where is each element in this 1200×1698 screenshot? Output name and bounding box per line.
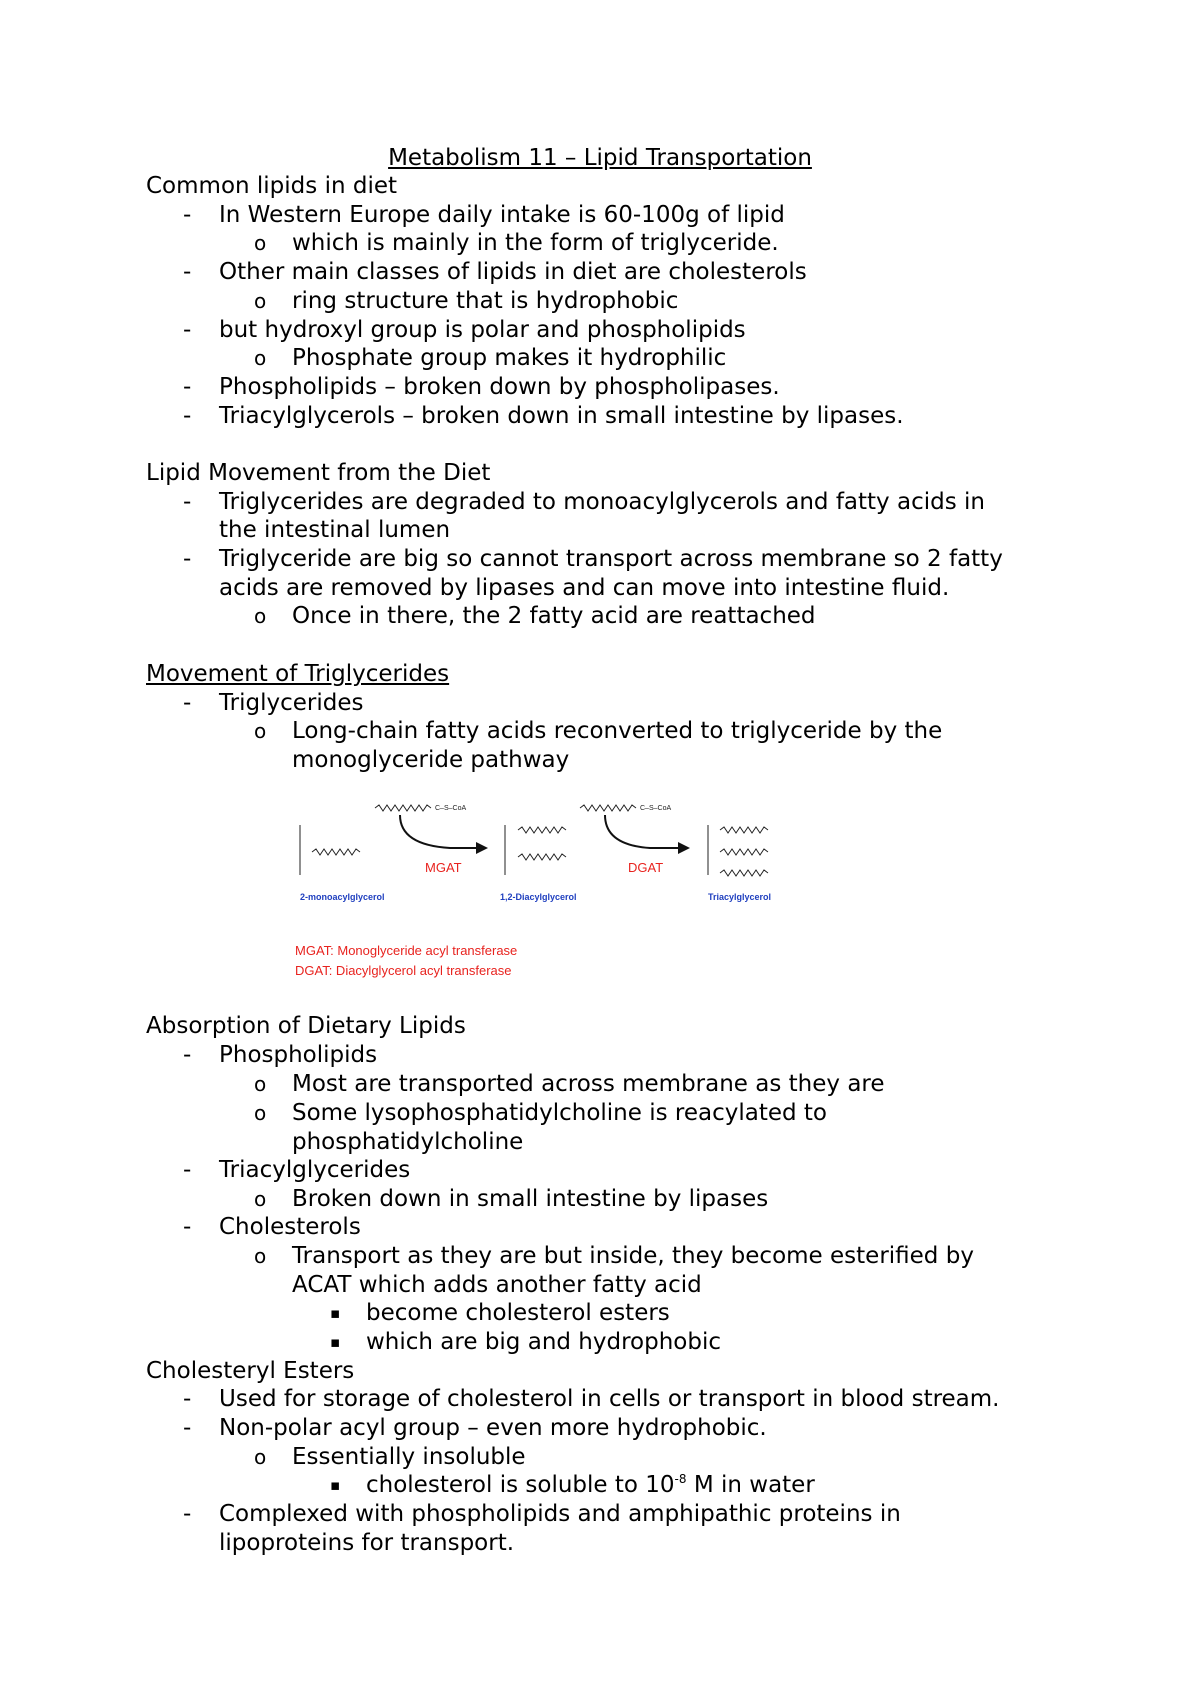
arrowhead-dgat — [678, 842, 690, 854]
bullet-circle: o — [254, 289, 267, 313]
list-item: Triglyceride are big so cannot transport across membrane so 2 fatty — [219, 546, 1003, 572]
list-item: Transport as they are but inside, they become esterified by — [292, 1243, 974, 1269]
bullet-dash: - — [183, 546, 192, 572]
bullet-circle: o — [254, 1244, 267, 1268]
list-item: Used for storage of cholesterol in cells or transport in blood stream. — [219, 1386, 1000, 1412]
solubility-exponent: -8 — [674, 1472, 687, 1486]
list-item: Triglycerides — [219, 690, 364, 716]
bullet-dash: - — [183, 374, 192, 400]
bullet-dash: - — [183, 489, 192, 515]
list-item: become cholesterol esters — [366, 1300, 670, 1326]
bullet-dash: - — [183, 1042, 192, 1068]
list-item-continuation: lipoproteins for transport. — [219, 1530, 515, 1556]
bullet-dash: - — [183, 259, 192, 285]
dgat-label: DGAT — [628, 860, 664, 875]
bullet-dash: - — [183, 202, 192, 228]
list-item: which is mainly in the form of triglyceride. — [292, 230, 779, 256]
heading-lipid-movement: Lipid Movement from the Diet — [146, 460, 491, 486]
acyl-coa-label: C–S–CoA — [640, 805, 672, 812]
list-item: Phosphate group makes it hydrophilic — [292, 345, 727, 371]
triacylglycerol-structure — [708, 825, 768, 876]
bullet-dash: - — [183, 1501, 192, 1527]
list-item: Long-chain fatty acids reconverted to triglyceride by the — [292, 718, 943, 744]
bullet-square: ▪ — [330, 1333, 341, 1351]
bullet-circle: o — [254, 231, 267, 255]
list-item: Broken down in small intestine by lipases — [292, 1186, 769, 1212]
monoglyceride-pathway-figure — [290, 780, 810, 985]
list-item: Triacylglycerides — [219, 1157, 411, 1183]
monoacylglycerol-label: 2-monoacylglycerol — [300, 892, 385, 902]
bullet-dash: - — [183, 1415, 192, 1441]
dgat-definition: DGAT: Diacylglycerol acyl transferase — [295, 963, 512, 978]
bullet-dash: - — [183, 690, 192, 716]
bullet-circle: o — [254, 1187, 267, 1211]
list-item: Phospholipids – broken down by phospholipases. — [219, 374, 780, 400]
acyl-coa-top-left — [375, 805, 431, 811]
list-item-continuation: ACAT which adds another fatty acid — [292, 1272, 702, 1298]
mgat-definition: MGAT: Monoglyceride acyl transferase — [295, 943, 518, 958]
diacylglycerol-label: 1,2-Diacylglycerol — [500, 892, 577, 902]
bullet-circle: o — [254, 604, 267, 628]
list-item: Essentially insoluble — [292, 1444, 526, 1470]
heading-common-lipids: Common lipids in diet — [146, 173, 398, 199]
list-item: but hydroxyl group is polar and phospholipids — [219, 317, 746, 343]
solubility-unit: M in water — [686, 1472, 815, 1498]
bullet-circle: o — [254, 1445, 267, 1469]
bullet-circle: o — [254, 346, 267, 370]
bullet-circle: o — [254, 1101, 267, 1125]
bullet-dash: - — [183, 403, 192, 429]
heading-movement-triglycerides: Movement of Triglycerides — [146, 661, 450, 687]
bullet-square: ▪ — [330, 1304, 341, 1322]
list-item: Some lysophosphatidylcholine is reacylated to — [292, 1100, 828, 1126]
bullet-dash: - — [183, 317, 192, 343]
bullet-dash: - — [183, 1386, 192, 1412]
page-title: Metabolism 11 – Lipid Transportation — [388, 145, 812, 171]
list-item: Other main classes of lipids in diet are cholesterols — [219, 259, 807, 285]
list-item-continuation: the intestinal lumen — [219, 517, 451, 543]
monoacylglycerol-structure — [300, 825, 360, 875]
bullet-circle: o — [254, 719, 267, 743]
list-item: Phospholipids — [219, 1042, 378, 1068]
bullet-square: ▪ — [330, 1476, 341, 1494]
bullet-dash: - — [183, 1157, 192, 1183]
list-item: ring structure that is hydrophobic — [292, 288, 679, 314]
bullet-circle: o — [254, 1072, 267, 1096]
mgat-label: MGAT — [425, 860, 462, 875]
reaction-arrow-dgat — [605, 815, 680, 848]
reaction-arrow-mgat — [400, 815, 480, 848]
list-item: Cholesterols — [219, 1214, 361, 1240]
list-item-continuation: monoglyceride pathway — [292, 747, 570, 773]
list-item: which are big and hydrophobic — [366, 1329, 721, 1355]
list-item-solubility — [366, 1471, 815, 1499]
list-item: Once in there, the 2 fatty acid are reattached — [292, 603, 816, 629]
heading-cholesteryl-esters: Cholesteryl Esters — [146, 1358, 355, 1384]
list-item: Most are transported across membrane as they are — [292, 1071, 885, 1097]
triacylglycerol-label: Triacylglycerol — [708, 892, 772, 902]
diacylglycerol-structure — [505, 825, 566, 875]
list-item: Non-polar acyl group – even more hydrophobic. — [219, 1415, 767, 1441]
list-item: Complexed with phospholipids and amphipathic proteins in — [219, 1501, 901, 1527]
solubility-text: cholesterol is soluble to 10 — [366, 1472, 675, 1498]
heading-absorption: Absorption of Dietary Lipids — [146, 1013, 466, 1039]
list-item: In Western Europe daily intake is 60-100g of lipid — [219, 202, 785, 228]
list-item: Triglycerides are degraded to monoacylglycerols and fatty acids in — [219, 489, 985, 515]
list-item-continuation: acids are removed by lipases and can move into intestine fluid. — [219, 575, 950, 601]
bullet-dash: - — [183, 1214, 192, 1240]
acyl-coa-label: C–S–CoA — [435, 805, 467, 812]
list-item: Triacylglycerols – broken down in small intestine by lipases. — [219, 403, 904, 429]
list-item-continuation: phosphatidylcholine — [292, 1129, 524, 1155]
arrowhead-mgat — [476, 842, 488, 854]
acyl-coa-top-right — [580, 805, 636, 811]
